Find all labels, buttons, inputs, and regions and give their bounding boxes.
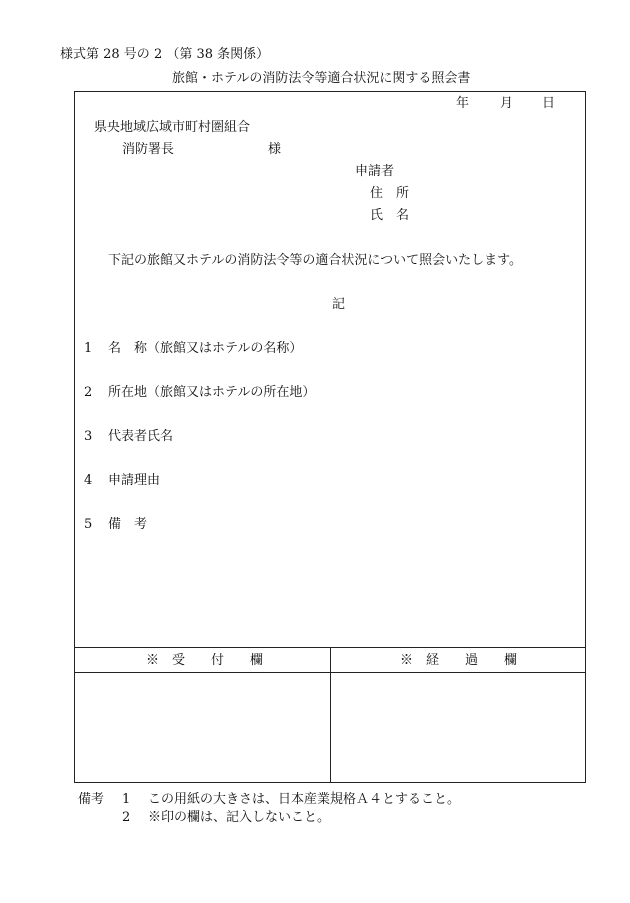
date-year-label: 年 [456,96,470,111]
progress-cell [331,673,585,782]
item-4-label: 申請理由 [108,473,161,488]
item-3-label: 代表者氏名 [108,429,174,444]
addressee-organization: 県央地域広域市町村圏組合 [94,120,251,135]
reception-cell [75,673,330,782]
item-5-label: 備 考 [108,517,148,532]
item-2-label: 所在地（旅館又はホテルの所在地） [108,385,316,400]
applicant-name-label: 氏 名 [370,208,410,223]
ki-marker: 記 [332,297,346,312]
note-1-number: 1 [122,792,131,807]
notes-label: 備考 [78,792,105,807]
request-text: 下記の旅館又ホテルの消防法令等の適合状況について照会いたします。 [108,253,523,268]
addressee-position: 消防署長 [122,142,175,157]
progress-column-header: ※ 経 過 欄 [400,653,518,668]
document-title: 旅館・ホテルの消防法令等適合状況に関する照会書 [172,71,471,86]
item-5-number: 5 [84,517,93,532]
addressee-honorific: 様 [268,142,282,157]
applicant-label: 申請者 [355,164,395,179]
date-month-label: 月 [500,96,514,111]
date-day-label: 日 [542,96,556,111]
item-1-number: 1 [84,341,93,356]
reception-column-header: ※ 受 付 欄 [146,653,264,668]
note-2-text: ※印の欄は、記入しないこと。 [148,810,331,825]
note-1-text: この用紙の大きさは、日本産業規格Ａ４とすること。 [148,792,461,807]
item-1-label: 名 称（旅館又はホテルの名称） [108,341,303,356]
item-3-number: 3 [84,429,93,444]
item-4-number: 4 [84,473,93,488]
item-2-number: 2 [84,385,93,400]
note-2-number: 2 [122,810,131,825]
applicant-address-label: 住 所 [370,186,410,201]
form-number: 様式第 28 号の 2 （第 38 条関係） [60,47,270,62]
